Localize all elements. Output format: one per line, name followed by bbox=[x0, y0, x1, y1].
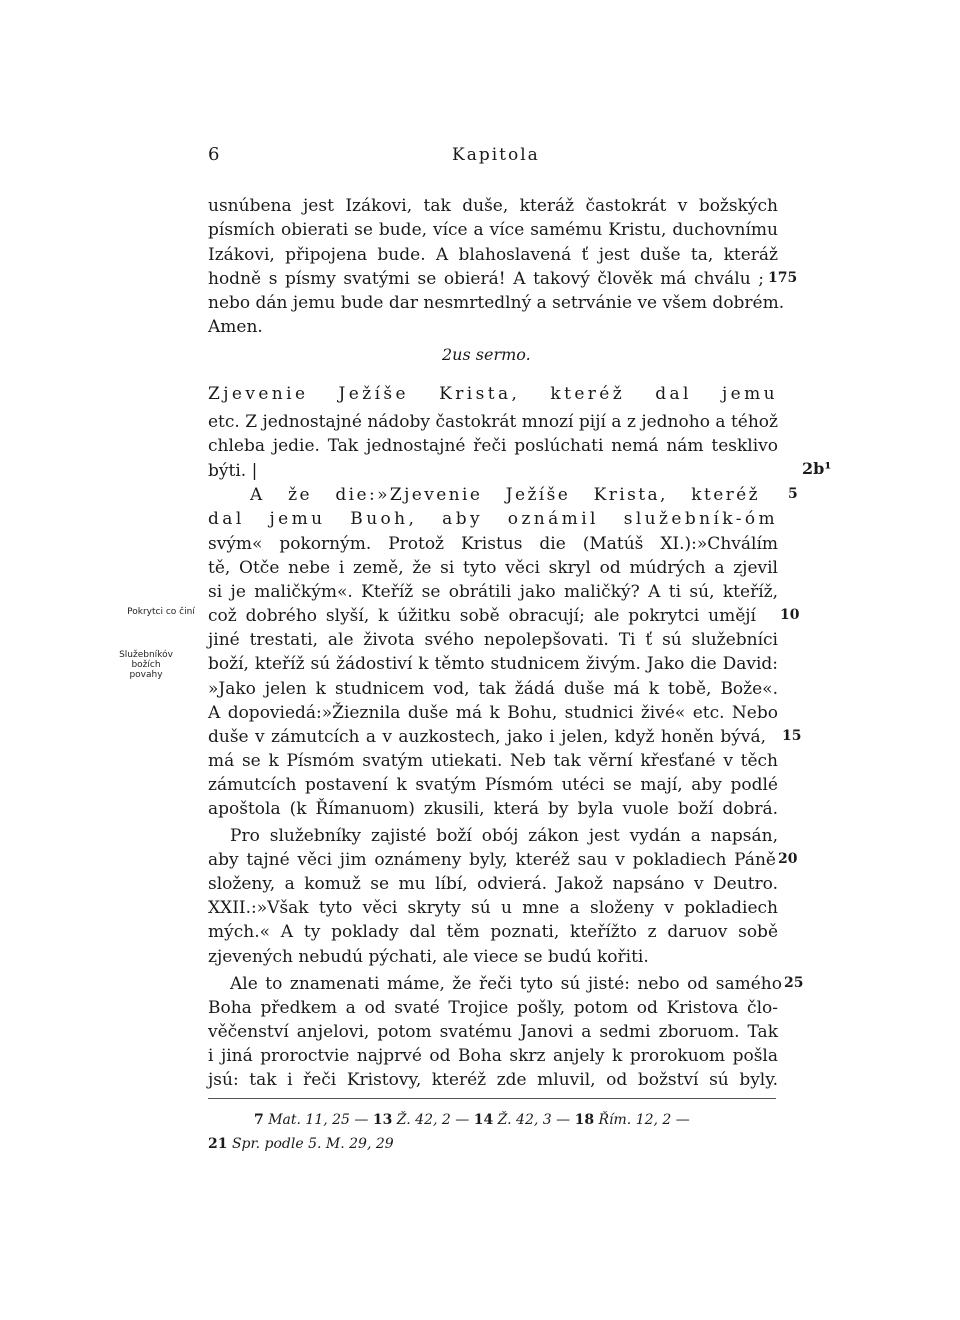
text-line: duše v zámutcích a v auzkostech, jako i jelen, když honěn bývá, bbox=[208, 727, 766, 747]
text-line-spaced: A že die:»Zjevenie Ježíše Krista, kteréž bbox=[250, 485, 760, 505]
margin-note: Pokrytci co činí bbox=[127, 607, 195, 617]
line-number: 25 bbox=[784, 975, 804, 991]
text-line: jsú: tak i řeči Kristovy, kteréž zde mluvil, od božství sú byly. bbox=[208, 1070, 778, 1090]
text-line: věčenství anjelovi, potom svatému Janovi a sedmi zboruom. Tak bbox=[208, 1022, 778, 1042]
text-line: složeny, a komuž se mu líbí, odvierá. Jakož napsáno v Deutro. bbox=[208, 874, 778, 894]
text-line: Ale to znamenati máme, že řeči tyto sú jisté: nebo od samého bbox=[230, 974, 782, 994]
footnote-ref: Mat. 11, 25 bbox=[268, 1112, 350, 1128]
text-line: si je maličkým«. Kteříž se obrátili jako maličký? A ti sú, kteříž, bbox=[208, 582, 778, 602]
dash: — bbox=[455, 1112, 474, 1128]
page-number: 6 bbox=[208, 144, 220, 165]
text-line: boží, kteříž sú žádostiví k těmto studnicem živým. Jako die David: bbox=[208, 654, 778, 674]
footnote-line-number: 14 bbox=[473, 1112, 494, 1128]
text-line: chleba jedie. Tak jednostajné řeči poslúchati nemá nám tesklivo bbox=[208, 436, 778, 456]
sermon-heading: 2us sermo. bbox=[442, 345, 531, 364]
folio-mark: 2b¹ bbox=[802, 459, 832, 478]
footnote-line-number: 13 bbox=[372, 1112, 393, 1128]
text-line: Boha předkem a od svaté Trojice pošly, potom od Kristova člo- bbox=[208, 998, 778, 1018]
dash: — bbox=[675, 1112, 690, 1128]
footnote-line-number: 7 bbox=[254, 1112, 264, 1128]
text-line: usnúbena jest Izákovi, tak duše, kteráž častokrát v božských bbox=[208, 196, 778, 216]
text-line: zjevených nebudú pýchati, ale viece se budú kořiti. bbox=[208, 947, 649, 967]
text-line: tě, Otče nebe i země, že si tyto věci skryl od múdrých a zjevil bbox=[208, 558, 778, 578]
text-line: nebo dán jemu bude dar nesmrtedlný a setrvánie ve všem dobrém. bbox=[208, 293, 785, 313]
text-line: Amen. bbox=[208, 317, 263, 337]
text-line: písmích obierati se bude, více a více samému Kristu, duchovnímu bbox=[208, 220, 778, 240]
line-number: 15 bbox=[782, 728, 802, 744]
text-line: zámutcích postavení k svatým Písmóm utéci se mají, aby podlé bbox=[208, 775, 778, 795]
text-line: má se k Písmóm svatým utiekati. Neb tak věrní křesťané v těch bbox=[208, 751, 778, 771]
footnote-line bbox=[254, 1110, 690, 1130]
text-line: etc. Z jednostajné nádoby častokrát mnozí pijí a z jednoho a téhož bbox=[208, 412, 778, 432]
text-line: XXII.:»Však tyto věci skryty sú u mne a složeny v pokladiech bbox=[208, 898, 778, 918]
text-line: Izákovi, připojena bude. A blahoslavená ť jest duše ta, kteráž bbox=[208, 245, 778, 265]
line-number: 10 bbox=[780, 607, 800, 623]
text-line: A dopoviedá:»Žieznila duše má k Bohu, studnici živé« etc. Nebo bbox=[208, 703, 778, 723]
text-line: jiné trestati, ale života svého nepolepšovati. Ti ť sú služebníci bbox=[208, 630, 778, 650]
line-number: 5 bbox=[788, 486, 798, 502]
line-number: 20 bbox=[778, 851, 798, 867]
text-line: býti. | bbox=[208, 461, 258, 481]
footnote-line bbox=[208, 1134, 394, 1154]
footnote-divider bbox=[208, 1098, 776, 1099]
text-line: což dobrého slyší, k úžitku sobě obracují; ale pokrytci umějí bbox=[208, 606, 756, 626]
footnote-ref: Ž. 42, 2 bbox=[396, 1112, 451, 1128]
footnote-line-number: 18 bbox=[574, 1112, 595, 1128]
running-title: Kapitola bbox=[452, 145, 540, 165]
text-line: hodně s písmy svatými se obierá! A takový člověk má chválu ; bbox=[208, 269, 764, 289]
text-line: mých.« A ty poklady dal těm poznati, kteřížto z daruov sobě bbox=[208, 922, 778, 942]
line-number: 175 bbox=[768, 270, 798, 286]
text-line: aby tajné věci jim oznámeny byly, kteréž sau v pokladiech Páně bbox=[208, 850, 776, 870]
footnote-ref: Spr. podle 5. M. 29, 29 bbox=[231, 1136, 394, 1152]
text-line: i jiná proroctvie najprvé od Boha skrz anjely k prorokuom pošla bbox=[208, 1046, 778, 1066]
text-line: Pro služebníky zajisté boží obój zákon jest vydán a napsán, bbox=[230, 826, 778, 846]
footnote-ref: Řím. 12, 2 bbox=[598, 1112, 672, 1128]
dash: — bbox=[354, 1112, 373, 1128]
dash: — bbox=[556, 1112, 575, 1128]
text-line: »Jako jelen k studnicem vod, tak žádá duše má k tobě, Bože«. bbox=[208, 679, 778, 699]
footnote-ref: Ž. 42, 3 bbox=[497, 1112, 552, 1128]
text-line: apoštola (k Římanuom) zkusili, která by byla vuole boží dobrá. bbox=[208, 799, 778, 819]
text-line-spaced: dal jemu Buoh, aby oznámil služebník-óm bbox=[208, 509, 778, 529]
margin-note: Služebníkóv božích povahy bbox=[119, 650, 173, 680]
footnote-line-number: 21 bbox=[208, 1136, 228, 1152]
text-line-spaced: Zjevenie Ježíše Krista, kteréž dal jemu bbox=[208, 384, 778, 404]
text-line: svým« pokorným. Protož Kristus die (Matúš XI.):»Chválím bbox=[208, 534, 778, 554]
